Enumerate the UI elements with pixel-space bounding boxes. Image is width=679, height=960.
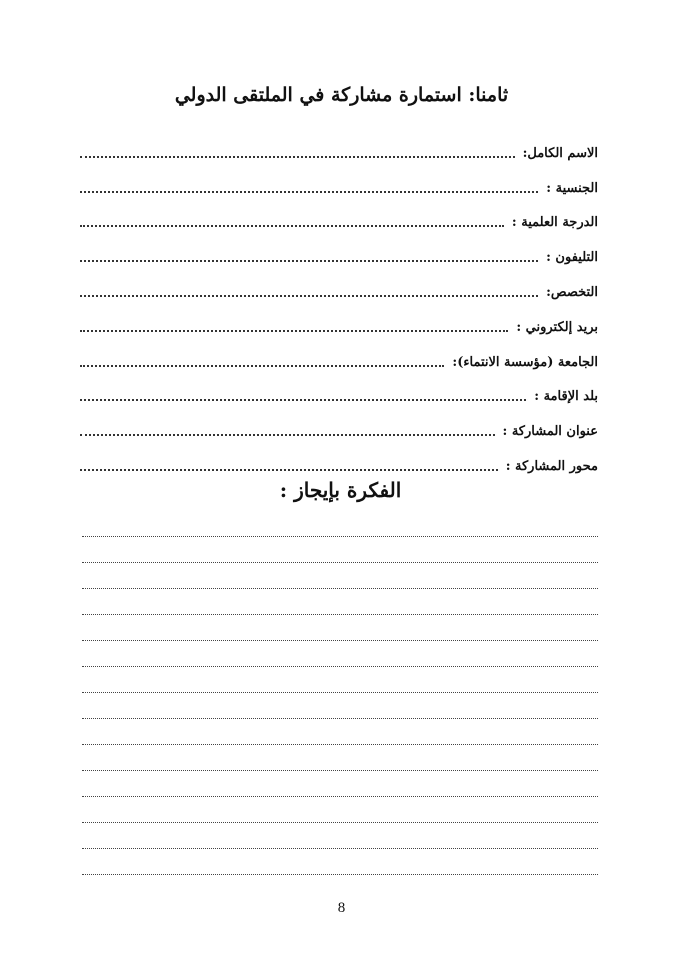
field-academic-degree[interactable]: [80, 198, 598, 233]
writing-line[interactable]: [82, 667, 598, 693]
participation-form-fields: [80, 128, 598, 476]
field-university[interactable]: [80, 337, 598, 372]
field-fill-line[interactable]: [80, 398, 526, 401]
writing-line[interactable]: [82, 797, 598, 823]
idea-writing-area[interactable]: [82, 511, 598, 875]
writing-line[interactable]: [82, 771, 598, 797]
writing-line[interactable]: [82, 641, 598, 667]
field-fill-line[interactable]: [80, 433, 495, 436]
idea-section-title: الفكرة بإيجاز :: [279, 478, 402, 502]
field-label: الدرجة العلمية :: [511, 215, 598, 231]
field-fill-line[interactable]: [80, 294, 538, 297]
field-fill-line[interactable]: [80, 190, 538, 193]
writing-line[interactable]: [82, 693, 598, 719]
writing-line[interactable]: [82, 589, 598, 615]
page-number: 8: [337, 900, 346, 916]
field-label: التليفون :: [546, 250, 598, 266]
field-label: الجنسية :: [546, 180, 598, 196]
field-full-name[interactable]: [80, 128, 598, 163]
writing-line[interactable]: [82, 537, 598, 563]
field-fill-line[interactable]: [80, 155, 515, 158]
field-country-of-residence[interactable]: [80, 372, 598, 407]
field-label: محور المشاركة :: [505, 458, 598, 474]
field-fill-line[interactable]: [80, 468, 498, 471]
writing-line[interactable]: [82, 823, 598, 849]
writing-line[interactable]: [82, 719, 598, 745]
writing-line[interactable]: [82, 849, 598, 875]
field-specialization[interactable]: [80, 267, 598, 302]
field-participation-axis[interactable]: [80, 441, 598, 476]
field-label: بريد إلكتروني :: [516, 319, 598, 335]
field-label: الاسم الكامل:: [522, 145, 598, 161]
field-fill-line[interactable]: [80, 224, 504, 227]
field-label: عنوان المشاركة :: [502, 424, 598, 440]
writing-line[interactable]: [82, 563, 598, 589]
field-participation-title[interactable]: [80, 406, 598, 441]
field-nationality[interactable]: [80, 163, 598, 198]
page-title: ثامنا: استمارة مشاركة في الملتقى الدولي: [174, 84, 509, 106]
writing-line[interactable]: [82, 745, 598, 771]
field-email[interactable]: [80, 302, 598, 337]
field-label: بلد الإقامة :: [534, 389, 598, 405]
writing-line[interactable]: [82, 615, 598, 641]
field-label: التخصص:: [546, 284, 598, 300]
field-fill-line[interactable]: [80, 329, 508, 332]
field-label: الجامعة (مؤسسة الانتماء):: [452, 354, 598, 370]
field-fill-line[interactable]: [80, 259, 538, 262]
field-phone[interactable]: [80, 232, 598, 267]
writing-line[interactable]: [82, 511, 598, 537]
field-fill-line[interactable]: [80, 364, 444, 367]
